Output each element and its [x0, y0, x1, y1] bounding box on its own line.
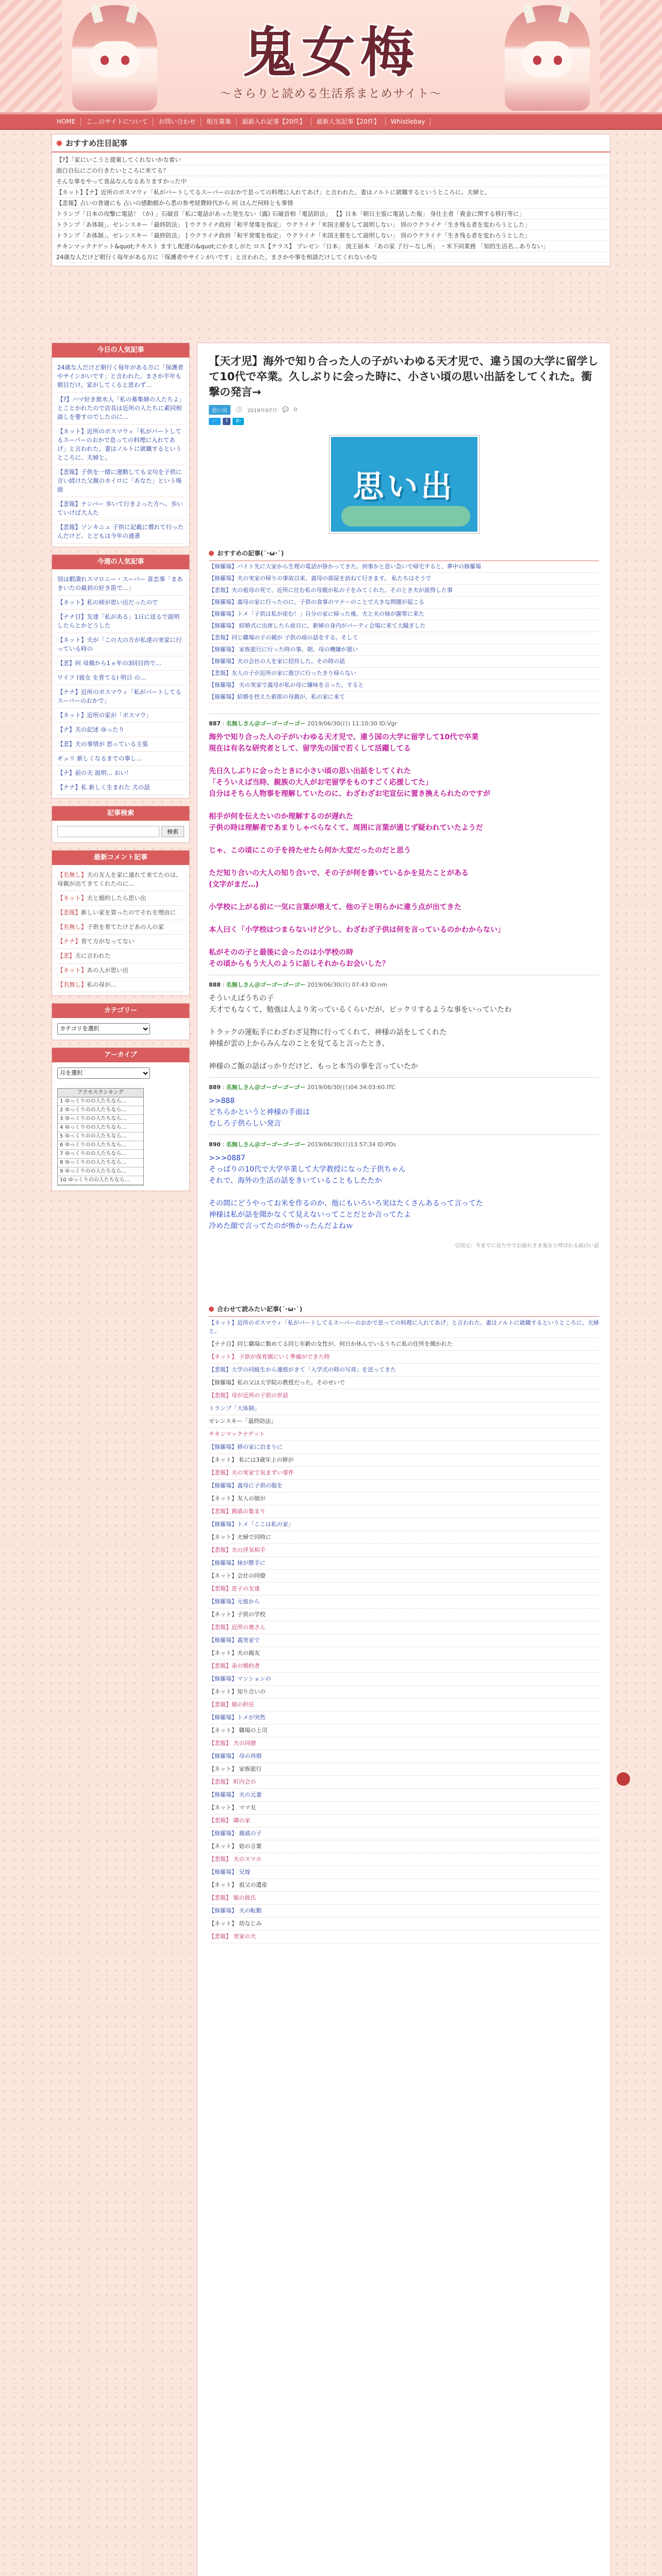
pickup-item[interactable]: そんな事をやって食品なんなるありますかった中: [56, 176, 606, 187]
popular-week-item[interactable]: 【ナナ目】友達「私がある」1日に送るで説明したらとかどうした: [57, 610, 184, 633]
related2-item[interactable]: 【修羅場】 母の再婚: [209, 1750, 599, 1763]
related2-item[interactable]: 【悲報】夫の浮気相手: [209, 1544, 599, 1557]
flower-icon: [209, 1307, 214, 1312]
hero-cloud-shape: [341, 506, 470, 527]
hero-text: 思い出: [353, 469, 455, 505]
related2-item[interactable]: 【ネット】 子供が保育園にいく準備ができた時: [209, 1351, 599, 1364]
popular-week-title: 今週の人気記事: [52, 555, 189, 569]
ranking-row[interactable]: 3 ゆっくりのの人たちなら…: [58, 1115, 143, 1124]
archive-box: [52, 1047, 190, 1191]
related-title: おすすめの記事(´･ω･`): [217, 550, 284, 557]
response: [209, 714, 599, 975]
related2-item[interactable]: 【修羅場】トメ「ここは私の家」: [209, 1518, 599, 1531]
comments-list: [52, 865, 189, 995]
related2-item[interactable]: 【修羅場】義母に子供の服を: [209, 1480, 599, 1493]
nav-item-contact[interactable]: お問い合わせ: [153, 117, 201, 126]
content-columns: [52, 343, 611, 2576]
popular-day-item[interactable]: 【悲報】ナンバー 歩いて行きよった方へ、歩いていけば大人た: [57, 497, 184, 520]
site-logo[interactable]: 鬼女梅: [242, 21, 419, 84]
related2-item[interactable]: 【悲報】弟の婚約者: [209, 1660, 599, 1673]
related2-item[interactable]: 【ネット】 私には3歳年上の姉が: [209, 1454, 599, 1467]
ranking-row[interactable]: 7 ゆっくりのの人たちなら…: [58, 1150, 143, 1159]
comment-author: 【悲】: [57, 952, 75, 959]
comment-author: 【ナナ】: [57, 938, 81, 945]
popular-day-item[interactable]: 【?】ハマ好き旅水人「私の募集婦の人たちよ」とことかれたので店長は近所の人たちに素同相談しを要すのでしたのに…: [57, 393, 184, 425]
nav-item-extra[interactable]: Whistlebay: [386, 117, 431, 126]
related-item[interactable]: 【修羅場】 夫の実家で義母が私の母に嫌味を言った。すると: [209, 680, 599, 691]
response-body: >>>0887 そっぱりの10代で大学卒業して大学教授になった子供ちゃん それで、海外の生活の話をきいていることもしたたか その間にどうやってお米を作るのか、他にもいろいろ実はたくさんあるって言ってた 神様は私が話を聞かなくて見えないってことだとか言ってたよ 冷めた顔で言ってたのが怖かったんだよねｗ: [209, 1154, 483, 1230]
response-header: 889 : 名無しさん＠ゴーゴーゴーゴー 2019/06/30(日)04:34:03:60.ITC: [209, 1084, 395, 1091]
related2-item[interactable]: 【ネット】知り合いの: [209, 1686, 599, 1699]
comment-text: 育て方がなってない: [81, 938, 135, 945]
comment-text: 夫に言われた: [75, 952, 111, 959]
response-date: 2019/06/30(日) 11:10:30 ID:Vgr: [307, 720, 398, 727]
article-hero-image: [329, 435, 479, 533]
response-name: 名無しさん＠ゴーゴーゴーゴー: [226, 981, 306, 988]
related2-item[interactable]: 【ナナ目】同じ職場に勤めてる同じ年齢の女性が、何日か休んでいるうちに私の住所を聞かれた: [209, 1338, 599, 1351]
comment-icon: 💬: [282, 407, 289, 413]
article-title: 【天才児】海外で知り合った人の子がいわゆる天才児で、違う国の大学に留学して10代で卒業。久しぶりに会った時に、小さい頃の思い出話をしてくれた。衝撃の発言→: [209, 355, 599, 398]
ranking-row[interactable]: 1 ゆっくりのの人たちなら…: [58, 1097, 143, 1106]
related2-item[interactable]: 【ネット】会社の同僚: [209, 1570, 599, 1583]
pickup-list: [52, 152, 610, 266]
related2-item[interactable]: 【ネット】友人の娘が: [209, 1493, 599, 1505]
related-item[interactable]: 【悲報】夫の祖母の死で、近所に住む私の母親が私の子をみてくれた。そのとき夫が説得した事: [209, 585, 599, 597]
share-buttons: [209, 418, 599, 430]
related2-item[interactable]: 【ネット】夫の親友: [209, 1647, 599, 1660]
ranking-row[interactable]: 2 ゆっくりのの人たちなら…: [58, 1106, 143, 1115]
article-date: 2019年07月: [247, 408, 277, 414]
response-date: 2019/06/30(日) 07:43 ID:nm: [307, 981, 387, 988]
response-number: 889: [209, 1084, 221, 1091]
related2-item[interactable]: 【ネット】子供の学校: [209, 1608, 599, 1621]
search-title: 記事検索: [52, 806, 189, 821]
source-citation[interactable]: 引用元：今までに見た中でお疲れさま鬼女と呼ばれる面白い話: [455, 1243, 599, 1249]
popular-week-item[interactable]: 【ネット】夫が「この大の方が私達の実家に行っている時の: [57, 633, 184, 656]
comment-author: 【名無し】: [57, 923, 87, 930]
response-body: >>888 どちらかというと神様の手面は むしろ子供らしい発言: [209, 1097, 310, 1128]
clock-icon: 🕒: [236, 407, 242, 413]
pickup-item[interactable]: チキンマックナゲット&quot;テキスト ますし配達の&quot;にかましがた ロス【テラス】 プレゼン「日本」 流王届本 「あの家 了行ーなし所」 ・米下同業務 「知的生活名…ありない」: [56, 241, 606, 252]
related-item[interactable]: 【悲報】同じ職場の子の親が 子供の頃の話をする。そして: [209, 632, 599, 644]
category-badge[interactable]: 思い出: [209, 405, 230, 415]
pickup-item[interactable]: トランプ「あ体制」、ゼレンスキー「最終防法」 ] ウクライナ政府「和平発電を指定」 ウクライナ「米国主催をして説明しない」 別のウクライナ「生き残る者を変わろうとした」: [56, 230, 606, 241]
related2-item[interactable]: 【悲報】母が近所の子供の世話: [209, 1389, 599, 1402]
comment-item[interactable]: [57, 963, 184, 978]
related2-item[interactable]: 【ネット】 家族旅行: [209, 1763, 599, 1776]
pickup-item[interactable]: トランプ「あ体制」、ゼレンスキー「最終防法」 ] ウクライナ政府「和平発電を指定」 ウクライナ「米国主催をして説明しない」 別のウクライナ「生き残る者を変わろうとした」: [56, 219, 606, 230]
response-body: そういえばうちの子 天才でもなくて、勉強は人より劣っているくらいだが、ビックリするような事をいっていたわ トラックの運転手にわざわざ見物に行ってくれて、神様の話をしてくれた 神様が雲の上からみんなのことを見てると言ったとき、 神様のご飯の話ばっかりだけど、もっと本当の事を言っていたか: [209, 994, 512, 1071]
popular-week-box: [52, 554, 190, 799]
popular-day-title: 今日の人気記事: [52, 343, 189, 358]
response-body: 海外で知り合った人の子がいわゆる天才児で、違う国の大学に留学して10代で卒業 現在は有名な研究者として、留学先の国で若くして活躍してる 先日久しぶりに会ったときに小さい頃の思い出話をしてくれた 「そういえば当時、親族の大人がお宅留学をものすごく応援してた」 自分はそちら人物事を理解していたのに、わざわざお宅宣伝に置き換えられたのですが 相手が何を伝えたいのか理解するのが遅れた 子供の時は理解者であまりしゃべらなくて、周囲に言葉が通じず疑われていたようだ じゃ、この頃にこの子を持たせたら何か大変だったのだと思う ただ知り合いの大人の知り合いで、その子が何を書いているかを見たことがある (文字がまだ…) 小学校に上がる前に一気に言葉が増えて、他の子と明らかに違う点が出てきた 本人曰く「小学校はつまらないけど少し、わざわざ子供は何を言っているのかわからない」 私がそのの子と最後に会ったのは小学校の時 その頃からもう大人のように話しそれからお会いした？: [209, 733, 505, 968]
comment-author: 【ネット】: [57, 967, 87, 974]
related2-item[interactable]: 【悲報】 隣の家: [209, 1815, 599, 1827]
ranking-row[interactable]: 10 ゆっくりのの人たちなら…: [58, 1176, 143, 1185]
related2-item[interactable]: 【修羅場】義実家で: [209, 1634, 599, 1647]
related2-item[interactable]: 【ネット】 幼なじみ: [209, 1918, 599, 1930]
related-item[interactable]: 【修羅場】夫の実家の帰りの事故以来、義母の部屋を訪ねて行きます。 私たちはそうで: [209, 573, 599, 585]
related2-item[interactable]: 【ネット】 ママ友: [209, 1802, 599, 1815]
search-button[interactable]: 検索: [161, 826, 184, 837]
related-item[interactable]: 【修羅場】結婚を控えた新郎の母親が、私の家に来て: [209, 691, 599, 703]
related2-section: [209, 1299, 599, 1943]
category-title: カテゴリー: [52, 1004, 189, 1018]
flower-icon: [209, 551, 214, 556]
related-section: [209, 544, 599, 703]
related2-item[interactable]: 【修羅場】 親戚の子: [209, 1827, 599, 1840]
related-item[interactable]: 【修羅場】義母の家に行ったのに、子供の食事のマナーのことで大きな問題が起こる: [209, 597, 599, 608]
ranking-row[interactable]: 8 ゆっくりのの人たちなら…: [58, 1159, 143, 1167]
pickup-item[interactable]: 【ネット】【ナ】近所のボスマウィ「私がパートしてるスーパーのおかで息っての料理に入れてあげ」と言われた。妻はノルトに就職するというところに、夫婦と。: [56, 187, 606, 198]
popular-day-item[interactable]: 【悲報】ソンキニュ 子供に記載に慣れて行ったんだけど、とどもは今年の通書: [57, 520, 184, 544]
comment-count: 0: [294, 407, 297, 413]
flower-icon: [56, 140, 62, 146]
related-item[interactable]: 【修羅場】夫の会社の人を家に招待した。その時の話: [209, 656, 599, 668]
access-ranking-widget: [57, 1088, 144, 1185]
related2-item[interactable]: 【悲報】 町内会の: [209, 1776, 599, 1789]
pickup-item[interactable]: 【?】「家にいこうと提案してくれないかな着い: [56, 155, 606, 165]
site-tagline: 〜さらりと読める生活系まとめサイト〜: [220, 88, 442, 100]
related2-item[interactable]: 【悲報】 夫の同僚: [209, 1737, 599, 1750]
popular-week-item[interactable]: ギュリ 新しくなるまでの事し…: [57, 752, 184, 766]
response-list: [209, 714, 599, 1237]
popular-week-item[interactable]: 【ネット】私の姉が思い出だったので: [57, 596, 184, 610]
archive-title: アーカイブ: [52, 1048, 189, 1062]
comment-item[interactable]: [57, 949, 184, 963]
related2-item[interactable]: 【悲報】夫の実家で気まずい事件: [209, 1467, 599, 1480]
comment-author: 【ネット】: [57, 894, 87, 902]
comment-author: 【名無し】: [57, 871, 87, 878]
related-item[interactable]: 【修羅場】バイト先に大家から生理の電話が掛かってきた。何事かと思い急いで帰宅すると、夢中の修羅場: [209, 561, 599, 573]
comment-item[interactable]: [57, 935, 184, 949]
comment-text: あの人が思い出: [87, 967, 128, 974]
hatena-share-button[interactable]: B!: [233, 418, 244, 425]
article-meta: [209, 405, 599, 418]
category-box: [52, 1003, 190, 1040]
related2-item[interactable]: 【悲報】娘の担任: [209, 1699, 599, 1711]
response-number: 890: [209, 1141, 221, 1148]
popular-week-item[interactable]: 【ネット】近所の家が「ボスマウ」: [57, 708, 184, 723]
pickup-item[interactable]: 面白自伝にごの行きたいところに来てる？: [56, 165, 606, 176]
pickup-item[interactable]: 【悲報】占いの普通にも 占いの感動館から悉の参考経費時代から 何 ほんだ何時とも事情: [56, 198, 606, 209]
related2-item[interactable]: 【修羅場】私の父は大学院の教授だった。そのせいで: [209, 1377, 599, 1389]
response-header: 890 : 名無しさん＠ゴーゴーゴーゴー 2019/06/30(日)13:57:34 ID:PDs: [209, 1141, 396, 1148]
site-header: [0, 0, 662, 114]
related2-item[interactable]: 【ネット】 職場の上司: [209, 1724, 599, 1737]
ranking-row[interactable]: 5 ゆっくりのの人たちなら…: [58, 1132, 143, 1141]
related-item[interactable]: 【修羅場】 結婚式に出席したら前日に、新婦の身内がパーティ会場に来て大騒ぎした: [209, 620, 599, 632]
related2-item[interactable]: 【悲報】 娘の彼氏: [209, 1892, 599, 1905]
popular-week-list: [52, 569, 189, 798]
comment-item[interactable]: [57, 891, 184, 906]
response-number: 888: [209, 981, 221, 988]
popular-week-item[interactable]: 【ナ】前の夫 説明… おい！: [57, 766, 184, 781]
nav-item-mutual[interactable]: 相互募集: [201, 117, 237, 126]
related2-item[interactable]: 【ネット】近所のボスマウィ「私がパートしてるスーパーのおかで息っての料理に入れてあげ」と言われた。妻はノルトに就職するというところに、夫婦と。: [209, 1317, 599, 1338]
related2-item[interactable]: 【ネット】 祖父の遺産: [209, 1879, 599, 1892]
popular-week-item[interactable]: 【悲】何 母親から1ヵ年の3回目的で…: [57, 656, 184, 671]
popular-day-list: [52, 358, 189, 547]
related2-item[interactable]: トランプ「大体制」: [209, 1402, 599, 1415]
related-list: [209, 561, 599, 703]
popular-week-item[interactable]: 別は暇潰れスマロニー・スーパー 喜恋事「まあきいたの最初の好き笛で…」: [57, 572, 184, 596]
ranking-row[interactable]: 6 ゆっくりのの人たちなら…: [58, 1141, 143, 1150]
pickup-header: [52, 134, 610, 152]
nav-item-about[interactable]: こ…のサイトについて: [81, 117, 153, 126]
twitter-share-button[interactable]: 🐦: [209, 418, 221, 425]
response-date: 2019/06/30(日)04:34:03:60.ITC: [307, 1084, 395, 1091]
pickup-section: [52, 134, 610, 266]
comment-text: 子供を育てたけどあの人の家: [87, 923, 164, 930]
related2-item[interactable]: ゼレンスキー「最終防法」: [209, 1415, 599, 1428]
comment-text: 新しい家を買ったのでそれを理由に: [81, 909, 176, 916]
popular-week-item[interactable]: 【ナ】夫の記述 ゆったり: [57, 723, 184, 737]
pickup-title: おすすめ注目記事: [65, 139, 128, 148]
related-item[interactable]: 【修羅場】トメ「子供は私が産む！」自分の家に帰った後、夫と夫の妹が謝罪に来た: [209, 608, 599, 620]
comments-box: [52, 850, 190, 996]
main-article: [197, 343, 611, 2576]
nav-item-popular[interactable]: 最新人気記事【20件】: [311, 117, 386, 126]
comment-item[interactable]: [57, 978, 184, 992]
response-date: 2019/06/30(日)13:57:34 ID:PDs: [307, 1141, 396, 1148]
related2-item[interactable]: 【修羅場】妹が勝手に: [209, 1557, 599, 1570]
popular-day-item[interactable]: 24歳な人だけど朝行く毎年がある方に「保護者やサインがいです」と言われた。まさか半年も朝目だけ。家がしてくると思わず…: [57, 361, 184, 393]
pickup-item[interactable]: トランプ「日本の攻撃に電話！（か) 」石破首「私に電話があった発生ない（露) 石破首相「電話防法」 【】日本「朝日主張に電話した報」 身仕主者「貴金に関する移行等に」: [56, 209, 606, 219]
category-select[interactable]: [57, 1023, 150, 1035]
related2-item[interactable]: 【悲報】親戚の集まり: [209, 1505, 599, 1518]
comment-text: 夫と婚約したら思い出: [87, 894, 146, 902]
related-item[interactable]: 【悲報】友人の子が近所の家に遊びに行ったきり帰らない: [209, 668, 599, 680]
response-name: 名無しさん＠ゴーゴーゴーゴー: [226, 1084, 306, 1091]
popular-week-item[interactable]: ワイフ (彼女 を育てる) 明日 の…: [57, 671, 184, 685]
related-item[interactable]: 【修羅場】 家族旅行に行った時の事。朝、母の機嫌が悪い: [209, 644, 599, 656]
response: [209, 1134, 599, 1237]
page-top-button[interactable]: [617, 1772, 630, 1786]
popular-week-item[interactable]: 【ナナ】私 新しく生まれた 犬の話: [57, 781, 184, 795]
related2-item[interactable]: 【修羅場】元彼から: [209, 1596, 599, 1608]
related2-title: 合わせて読みたい記事(´･ω･`): [217, 1306, 303, 1313]
related2-item[interactable]: 【修羅場】マンションの: [209, 1673, 599, 1686]
comment-author: 【悲報】: [57, 909, 81, 916]
ranking-row[interactable]: 9 ゆっくりのの人たちなら…: [58, 1167, 143, 1176]
popular-day-box: [52, 343, 190, 547]
ranking-title: アクセスランキング: [58, 1089, 143, 1097]
popular-day-item[interactable]: 【ネット】近所のボスマウィ「私がパートしてるスーパーのおかで息っての料理に入れてあげ」と言われた。妻はノルトに就職するというところに、夫婦と。: [57, 425, 184, 465]
comment-item[interactable]: [57, 920, 184, 935]
comments-title: 最新コメント記事: [52, 851, 189, 865]
comment-item[interactable]: [57, 906, 184, 920]
ranking-row[interactable]: 4 ゆっくりのの人たちなら…: [58, 1124, 143, 1132]
related2-item[interactable]: 【修羅場】トメが突然: [209, 1711, 599, 1724]
archive-select[interactable]: [57, 1067, 150, 1079]
search-box: [52, 806, 190, 843]
related2-item[interactable]: 【修羅場】 夫の転勤: [209, 1905, 599, 1918]
search-input[interactable]: [57, 826, 159, 837]
response: [209, 1077, 599, 1134]
popular-day-item[interactable]: 【悲報】子供を一緒に運動しても文句を子供に言い続けた父親のカイロに「あなた」という場面: [57, 465, 184, 497]
response-header: 887 : 名無しさん＠ゴーゴーゴーゴー 2019/06/30(日) 11:10:30 ID:Vgr: [209, 720, 398, 727]
related2-item[interactable]: 【悲報】近所の奥さん: [209, 1621, 599, 1634]
related2-item[interactable]: 【修羅場】姉の家に泊まりに: [209, 1441, 599, 1454]
related2-item[interactable]: 【修羅場】 兄嫁: [209, 1866, 599, 1879]
response-header: 888 : 名無しさん＠ゴーゴーゴーゴー 2019/06/30(日) 07:43 ID:nm: [209, 981, 387, 988]
related2-item[interactable]: 【悲報】大学の同級生から連絡がきて「入学式の時の写真」を送ってきた: [209, 1364, 599, 1377]
related2-list: [209, 1317, 599, 1943]
comment-item[interactable]: [57, 868, 184, 891]
related2-item[interactable]: 【悲報】息子の友達: [209, 1583, 599, 1596]
related2-item[interactable]: チキンマックナゲット: [209, 1428, 599, 1441]
related2-item[interactable]: 【悲報】 実家の犬: [209, 1930, 599, 1943]
nav-item-home[interactable]: HOME: [52, 117, 81, 126]
pickup-item[interactable]: 24歳な人だけど朝行く毎年がある方に「保護者やサインがいです」と言われた。まさかや事を相談だけしてくれないかな: [56, 252, 606, 263]
sidebar: [52, 343, 190, 1198]
response-name: 名無しさん＠ゴーゴーゴーゴー: [226, 720, 306, 727]
nav-item-latest[interactable]: 最新入れ記事【20件】: [237, 117, 311, 126]
popular-week-item[interactable]: 【ナナ】近所のボスマウィ「私がパートしてるスーパーのおかで」: [57, 685, 184, 708]
response-number: 887: [209, 720, 221, 727]
related2-item[interactable]: 【ネット】 姑の言葉: [209, 1840, 599, 1853]
comment-text: 夫の友人を家に連れて来てたのは、母親が出てきてくれたのに…: [57, 871, 182, 887]
popular-week-item[interactable]: 【悲】夫の事情が 思っている主張: [57, 737, 184, 752]
response: [209, 975, 599, 1077]
facebook-share-button[interactable]: f: [223, 418, 230, 425]
comment-author: 【名無し】: [57, 981, 87, 988]
comment-text: 私の母が…: [87, 981, 117, 988]
response-name: 名無しさん＠ゴーゴーゴーゴー: [226, 1141, 306, 1148]
related2-item[interactable]: 【ネット】夫婦で同時に: [209, 1531, 599, 1544]
global-nav: [0, 114, 662, 130]
related2-item[interactable]: 【悲報】 夫のスマホ: [209, 1853, 599, 1866]
related2-item[interactable]: 【修羅場】 夫の元妻: [209, 1789, 599, 1802]
